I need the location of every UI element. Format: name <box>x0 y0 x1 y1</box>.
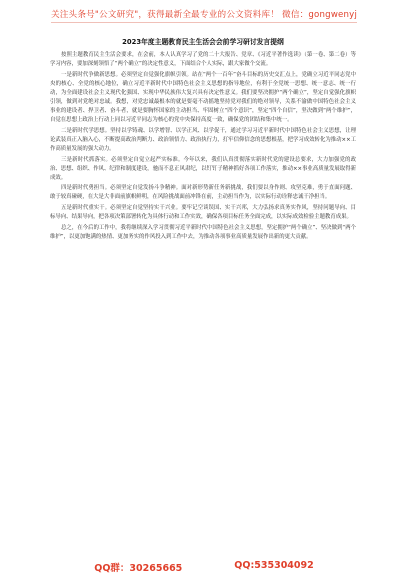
document-title: 2023年度主题教育民主生活会会前学习研讨发言提纲 <box>122 38 284 46</box>
paragraph-1: 一是新时代争做新思想。必须坚定自觉强化旗帜引领。站在“两个一百年”奋斗目标的历史交汇点上，党确立习近平同志党中央的核心、全党的核心地位，确立习近平新时代中国特色社会主义思想的指导地位，有利于全党统一思想、统一意志、统一行动，为全面建设社会主义现代化强国、实现中华民族伟大复兴具有决定性意义。我们要坚决拥护“两个确立”，坚定自觉强化旗帜引领，做到对党绝对忠诚。我想，对党忠诚最根本的就是要毫不动摇地坚持党对我们的绝对领导，关系不渝做中国特色社会主义事业的建设者、捍卫者、奋斗者，就是要胸怀国家的主动担当、牢固树立“四个意识”，坚定“四个自信”，坚决做到“两个维护”，自觉在思想上政治上行动上同以习近平同志为核心的党中央保持高度一致，确保党的团结和集中统一。 <box>50 71 356 124</box>
paragraph-intro: 按照主题教育民主生活会要求，在会前，本人认真学习了党的二十大报告、党章、《习近平著作选读》（第一卷、第二卷）等学习内容，要加深刻领悟了“两个确立”的决定性意义，下面结合个人实际，跟大家做个交流。 <box>50 52 356 68</box>
header-banner <box>0 0 408 30</box>
paragraph-2: 二是新时代学思想。坚持以学铸魂、以学增智、以学正风、以学促干，通过学习习近平新时代中国特色社会主义思想，让理论武装真正入脑入心，不断提高政治判断力、政治领悟力、政治执行力，打牢信仰信念的思想根基，把学习成效转化为推动××工作高质量发展的强大动力。 <box>50 127 356 152</box>
paragraph-3: 三是新时代抓落实。必须坚定自觉立起严实标准。今年以来，我们认真贯彻落实新时代党的建设总要求，大力加强党的政治、思想、组织、作风、纪律和制度建设，驰而不息正风肃纪，以钉钉子精神抓好各项工作落实，推动××事业高质量发展取得新成效。 <box>50 156 356 181</box>
document-body <box>50 36 356 243</box>
banner-text: 关注头条号"公文研究"，获得最新全最专业的公文资料库！ 微信：gongwenyj <box>51 8 357 23</box>
qq-text: QQ:535304092 <box>234 560 314 571</box>
paragraph-5: 五是新时代重实干。必须坚定自觉坚持实干兴业。要牢记空谈误国、实干兴邦，大力弘扬求真务实作风，坚持问题导向、目标导向、结果导向，把各项决策部署转化为具体行动和工作实效，确保各项目标任务全面完成，以实际成效检验主题教育成果。 <box>50 205 356 221</box>
contact-footer <box>0 560 408 574</box>
qq-group-text: QQ群：30265665 <box>94 563 183 574</box>
paragraph-6: 总之，在今后的工作中，我将继续深入学习贯彻习近平新时代中国特色社会主义思想，坚定拥护“两个确立”、坚决做到“两个维护”，以更加饱满的热情、更加务实的作风投入到工作中去，为推动各项事业高质量发展作出新的更大贡献。 <box>50 224 356 240</box>
paragraph-4: 四是新时代勇担当。必须坚定自觉发扬斗争精神。面对新形势新任务新挑战，我们要以身作则、攻坚克难，勇于直面问题、敢于较真碰硬，在大是大非面前旗帜鲜明，在风险挑战面前冲锋在前，主动担当作为，以实际行动诠释忠诚干净担当。 <box>50 185 356 201</box>
